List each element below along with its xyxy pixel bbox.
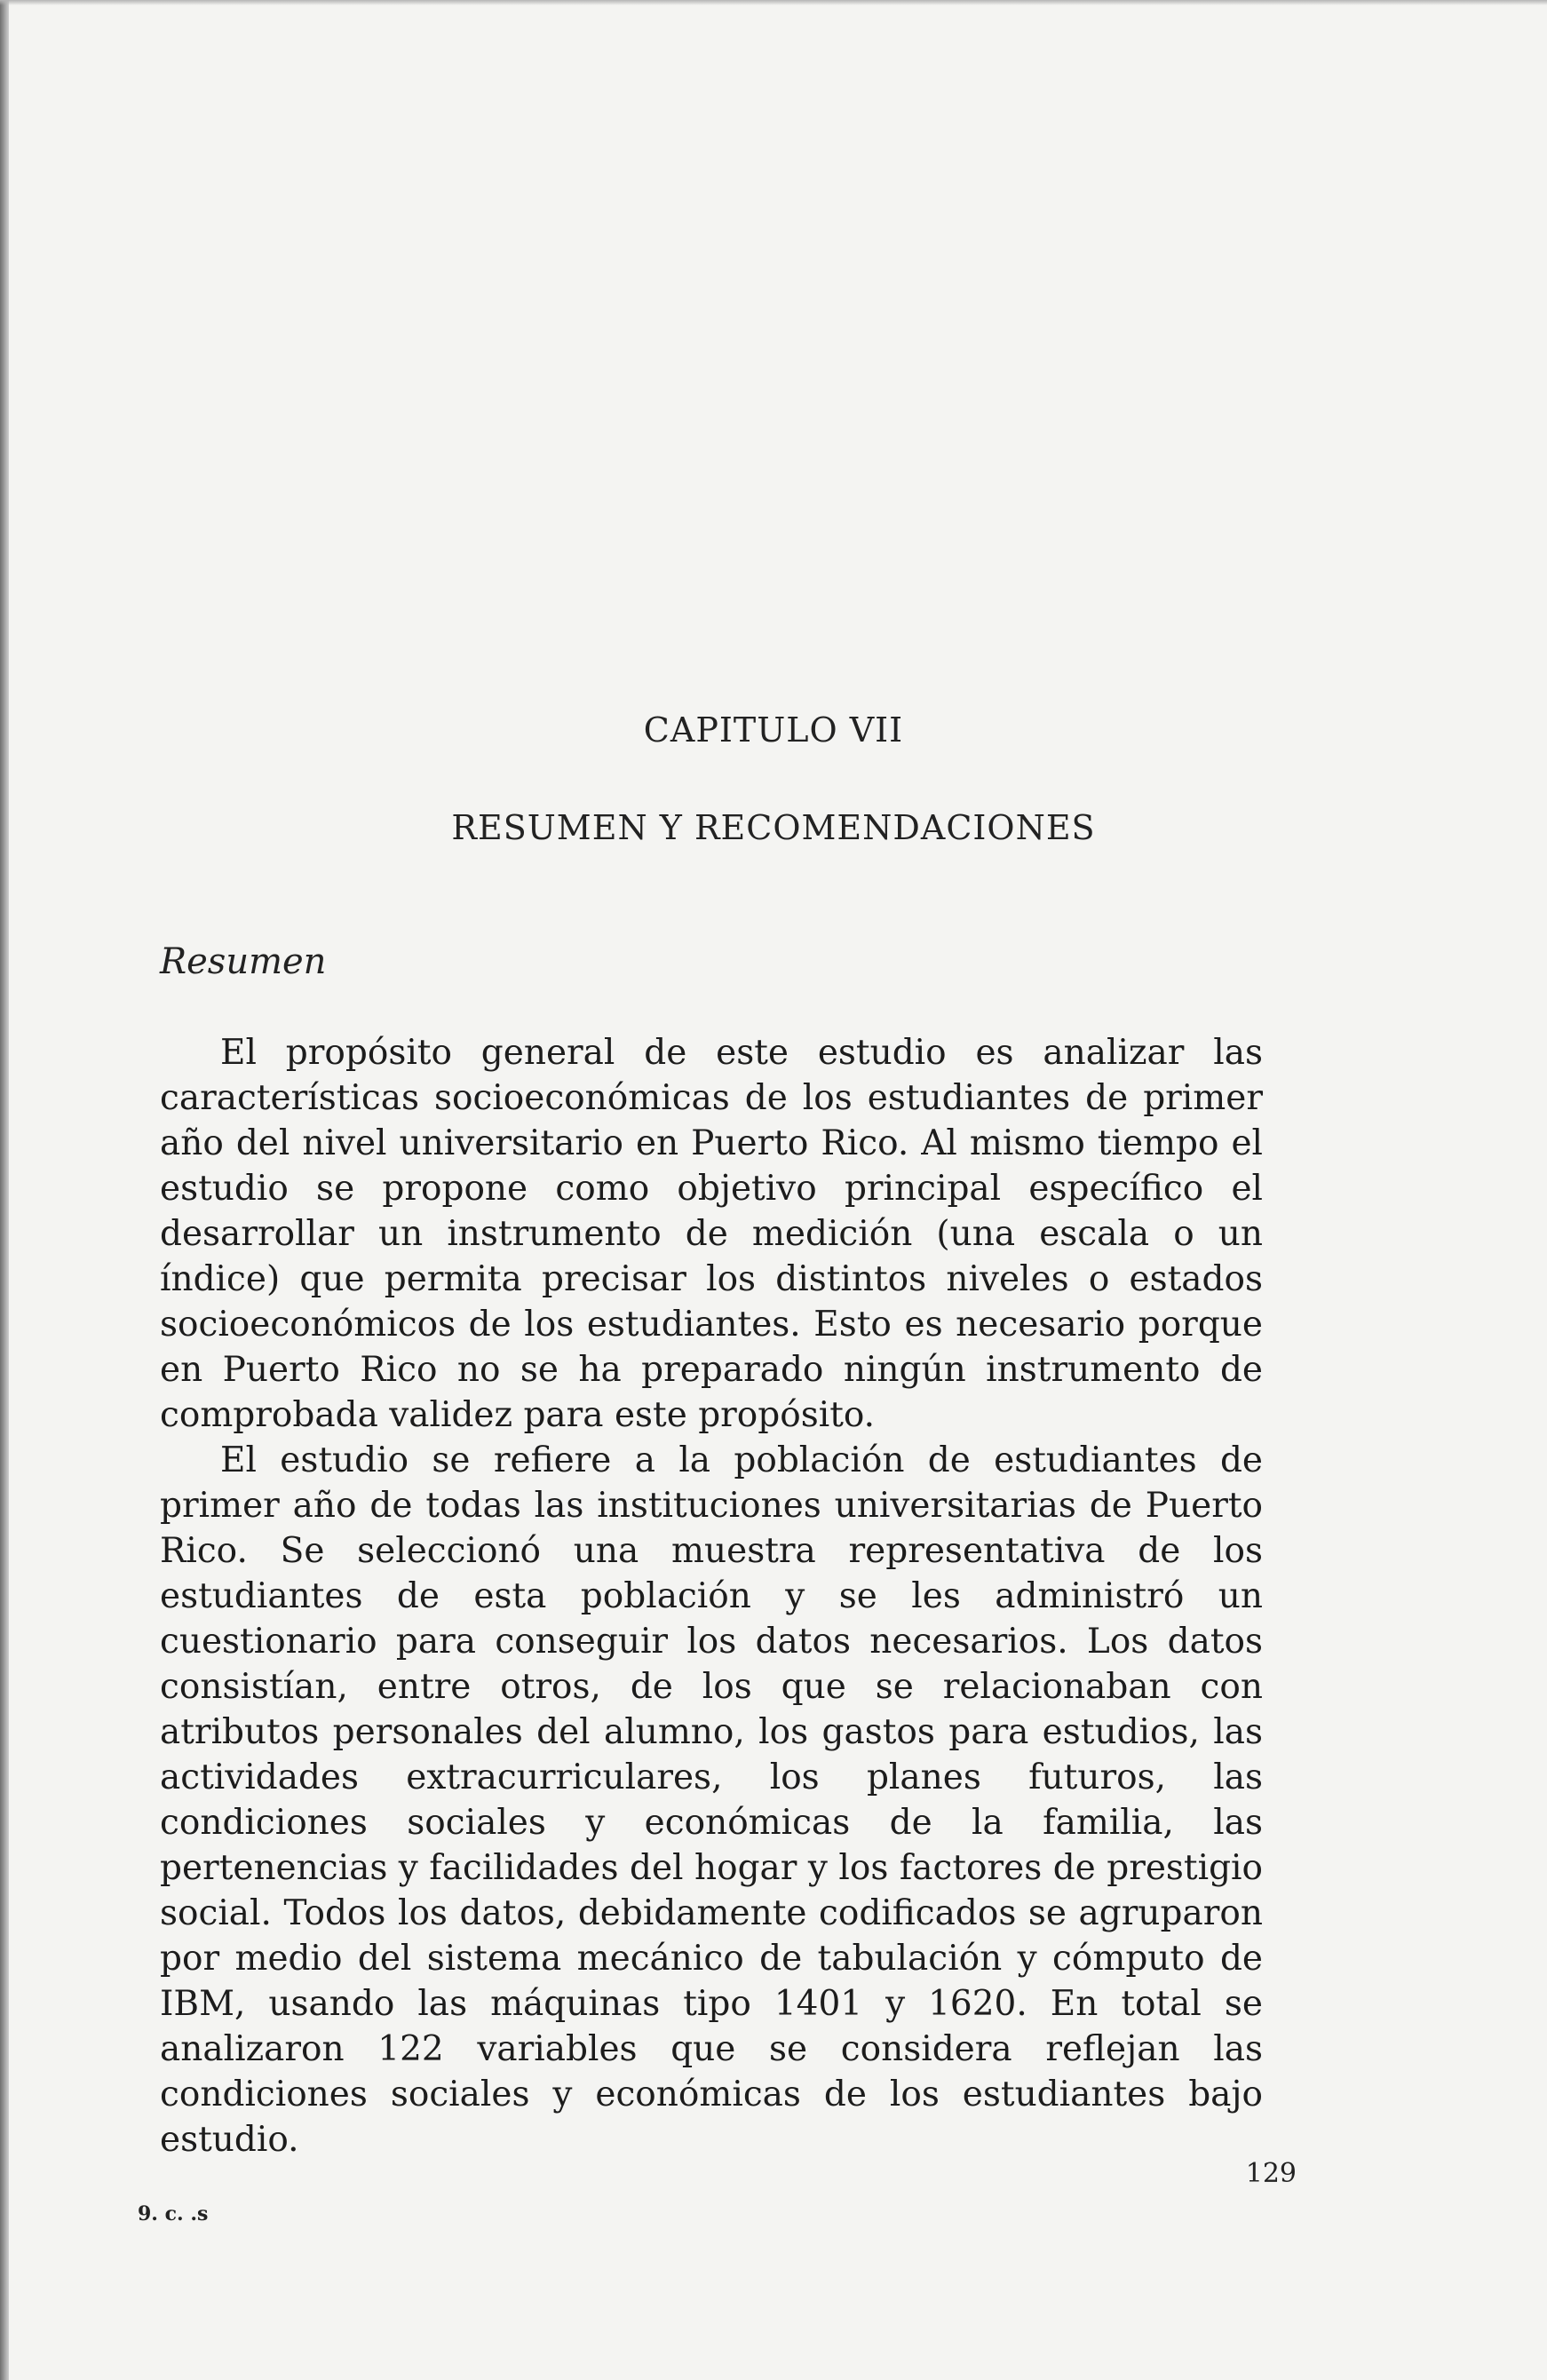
- signature-mark: 9. c. .s: [138, 2202, 209, 2225]
- chapter-number: CAPITULO VII: [643, 710, 904, 750]
- top-shadow: [0, 0, 1547, 5]
- chapter-title: RESUMEN Y RECOMENDACIONES: [451, 808, 1096, 847]
- body-text: [160, 1030, 1263, 2162]
- paragraph: El estudio se refiere a la población de estudiantes de primer año de todas las instituciones universitarias de Puerto Rico. Se seleccionó una muestra representativa de los estudiantes de esta población y se les administró un cuestionario para conseguir los datos necesarios. Los datos consistían, entre otros, de los que se relacionaban con atributos personales del alumno, los gastos para estudios, las actividades extracurriculares, los planes futuros, las condiciones sociales y económicas de la familia, las pertenencias y facilidades del hogar y los factores de prestigio social. Todos los datos, debidamente codificados se agruparon por medio del sistema mecánico de tabulación y cómputo de IBM, usando las máquinas tipo 1401 y 1620. En total se analizaron 122 variables que se considera reflejan las condiciones sociales y económicas de los estudiantes bajo estudio.: [160, 1440, 1263, 2160]
- page-number: 129: [1245, 2158, 1297, 2189]
- paragraph: El propósito general de este estudio es analizar las características socioeconómicas de los estudiantes de primer año del nivel universitario en Puerto Rico. Al mismo tiempo el estudio se propone como objetivo principal específico el desarrollar un instrumento de medición (una escala o un índice) que permita precisar los distintos niveles o estados socioeconómicos de los estudiantes. Esto es necesario porque en Puerto Rico no se ha preparado ningún instrumento de comprobada validez para este propósito.: [160, 1033, 1263, 1435]
- section-heading: Resumen: [160, 941, 327, 982]
- binding-edge: [0, 0, 9, 2380]
